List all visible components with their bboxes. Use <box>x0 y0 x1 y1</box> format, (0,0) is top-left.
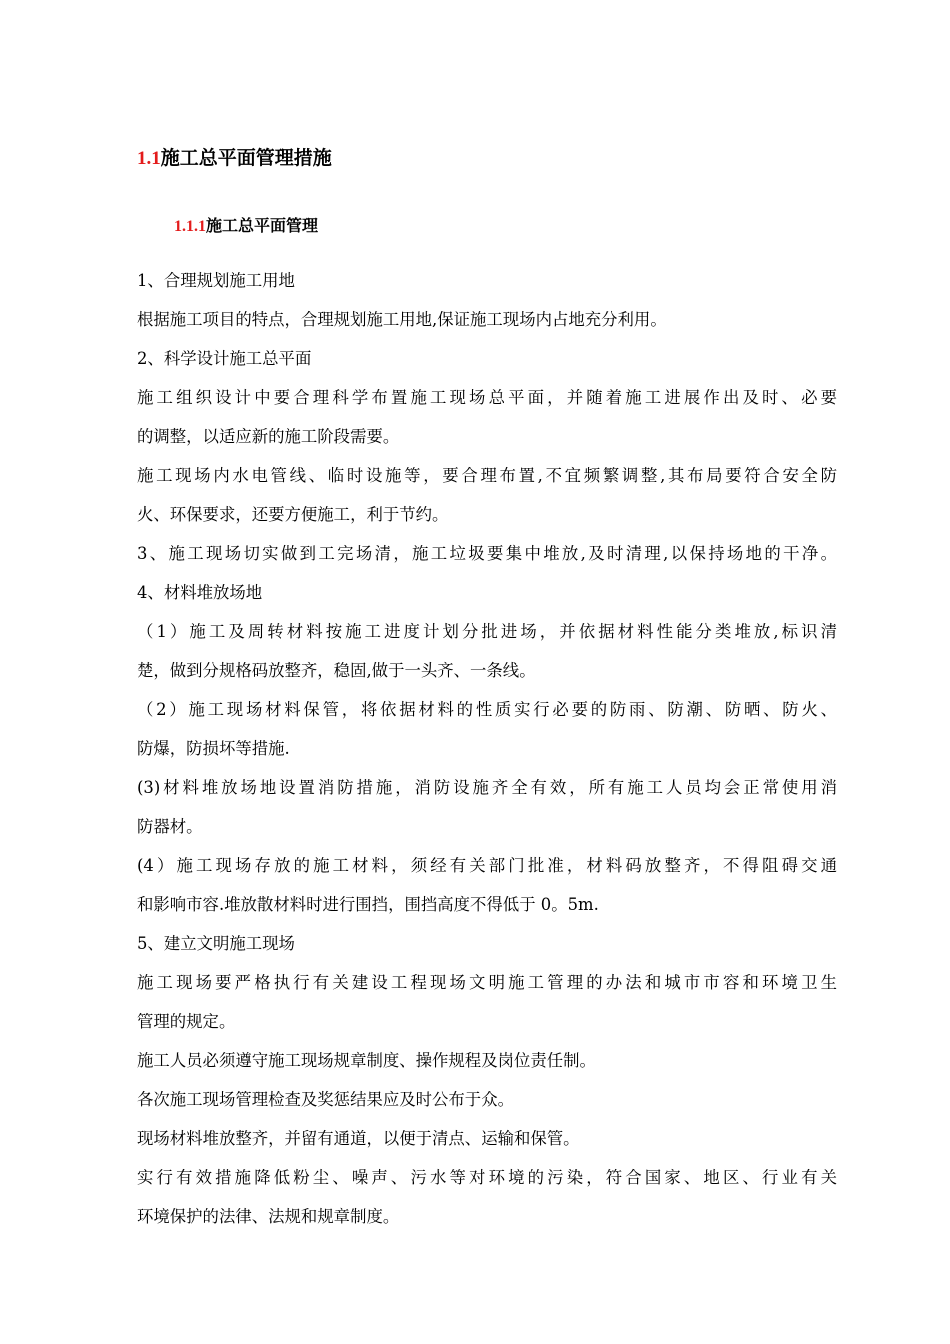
text-line: 5、建立文明施工现场 <box>137 934 295 953</box>
text-line: (4）施工现场存放的施工材料，须经有关部门批准，材料码放整齐，不得阻碍交通 <box>137 856 837 875</box>
text-line: 火、环保要求，还要方便施工，利于节约。 <box>137 505 449 524</box>
text-line: 各次施工现场管理检查及奖惩结果应及时公布于众。 <box>137 1090 514 1109</box>
text-line: 和影响市容.堆放散材料时进行围挡，围挡高度不得低于 0。5m. <box>137 895 599 914</box>
text-line: 防器材。 <box>137 817 203 836</box>
text-line: 现场材料堆放整齐，并留有通道，以便于清点、运输和保管。 <box>137 1129 580 1148</box>
text-line: 施工现场内水电管线、临时设施等，要合理布置,不宜频繁调整,其布局要符合安全防 <box>137 466 837 485</box>
subsection-number: 1.1.1 <box>174 218 206 235</box>
text-line: 施工组织设计中要合理科学布置施工现场总平面，并随着施工进展作出及时、必要 <box>137 388 837 407</box>
text-line: 楚，做到分规格码放整齐，稳固,做于一头齐、一条线。 <box>137 661 536 680</box>
text-line: 施工人员必须遵守施工现场规章制度、操作规程及岗位责任制。 <box>137 1051 596 1070</box>
text-line: 施工现场要严格执行有关建设工程现场文明施工管理的办法和城市市容和环境卫生 <box>137 973 837 992</box>
document-body <box>137 261 837 1236</box>
text-line: 2、科学设计施工总平面 <box>137 349 312 368</box>
subsection-title: 施工总平面管理 <box>206 216 319 235</box>
text-line: （2）施工现场材料保管，将依据材料的性质实行必要的防雨、防潮、防晒、防火、 <box>137 700 837 719</box>
text-line: 3、施工现场切实做到工完场清，施工垃圾要集中堆放,及时清理,以保持场地的干净。 <box>137 544 837 563</box>
text-line: 4、材料堆放场地 <box>137 583 263 602</box>
text-line: 管理的规定。 <box>137 1012 236 1031</box>
text-line: 的调整，以适应新的施工阶段需要。 <box>137 427 400 446</box>
text-line: 1、合理规划施工用地 <box>137 271 295 290</box>
text-line: (3)材料堆放场地设置消防措施，消防设施齐全有效，所有施工人员均会正常使用消 <box>137 778 837 797</box>
text-line: 实行有效措施降低粉尘、噪声、污水等对环境的污染，符合国家、地区、行业有关 <box>137 1168 837 1187</box>
text-line: （1）施工及周转材料按施工进度计划分批进场，并依据材料性能分类堆放,标识清 <box>137 622 837 641</box>
text-line: 环境保护的法律、法规和规章制度。 <box>137 1207 400 1226</box>
text-line: 防爆，防损坏等措施. <box>137 739 290 758</box>
section-title: 施工总平面管理措施 <box>160 147 332 169</box>
section-number: 1.1 <box>137 148 161 169</box>
section-heading-1 <box>137 145 332 172</box>
subsection-heading <box>174 214 318 239</box>
text-line: 根据施工项目的特点，合理规划施工用地,保证施工现场内占地充分利用。 <box>137 310 667 329</box>
